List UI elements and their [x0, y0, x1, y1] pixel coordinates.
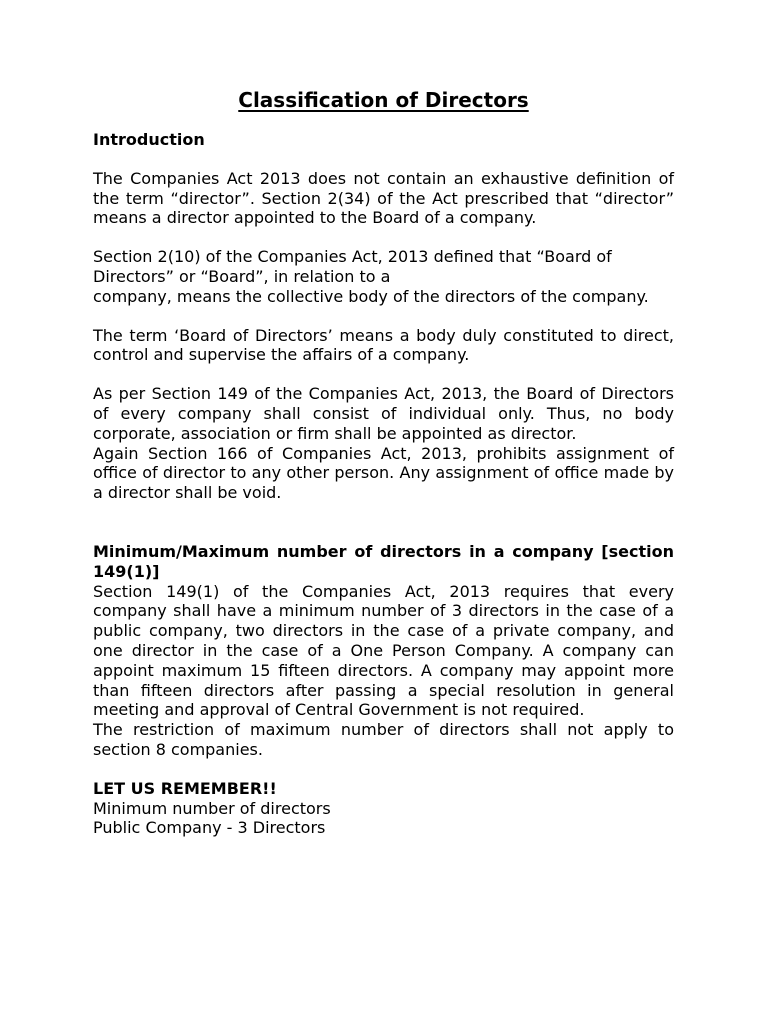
- remember-line-2: Public Company - 3 Directors: [93, 818, 326, 838]
- document-page: [93, 86, 674, 838]
- intro-heading: Introduction: [93, 130, 205, 149]
- paragraph-section-149-1: Section 149(1) of the Companies Act, 2013 requires that every company shall have a minimum number of 3 directors in the case of a public company, two directors in the case of a private company, and one director in the case of a One Person Company. A company can appoint maximum 15 fifteen directors. A company may appoint more than fifteen directors after passing a special resolution in general meeting and approval of Central Government is not required.: [93, 581, 674, 720]
- paragraph-board-definition-start: Section 2(10) of the Companies Act, 2013 defined that “Board of Directors” or “Board”, in relation to a: [93, 247, 612, 286]
- document-title: Classification of Directors: [238, 88, 529, 112]
- paragraph-section-149: As per Section 149 of the Companies Act, 2013, the Board of Directors of every company shall consist of individual only. Thus, no body corporate, association or firm shall be appointed as director.: [93, 384, 674, 443]
- section-heading-min-max: Minimum/Maximum number of directors in a company [section 149(1)]: [93, 541, 674, 581]
- paragraph-board-definition-end: company, means the collective body of the directors of the company.: [93, 286, 649, 306]
- paragraph-section-8: The restriction of maximum number of directors shall not apply to section 8 companies.: [93, 720, 674, 759]
- paragraph-director-definition: The Companies Act 2013 does not contain an exhaustive definition of the term “director”. Section 2(34) of the Act prescribed that “director” means a director appointed to the Board of a company.: [93, 168, 674, 228]
- spacer: [93, 522, 674, 542]
- paragraph-board-term: The term ‘Board of Directors’ means a body duly constituted to direct, control and supervise the affairs of a company.: [93, 325, 674, 365]
- remember-heading: LET US REMEMBER!!: [93, 778, 277, 798]
- paragraph-section-166: Again Section 166 of Companies Act, 2013, prohibits assignment of office of director to any other person. Any assignment of office made by a director shall be void.: [93, 443, 674, 503]
- remember-line-1: Minimum number of directors: [93, 798, 331, 818]
